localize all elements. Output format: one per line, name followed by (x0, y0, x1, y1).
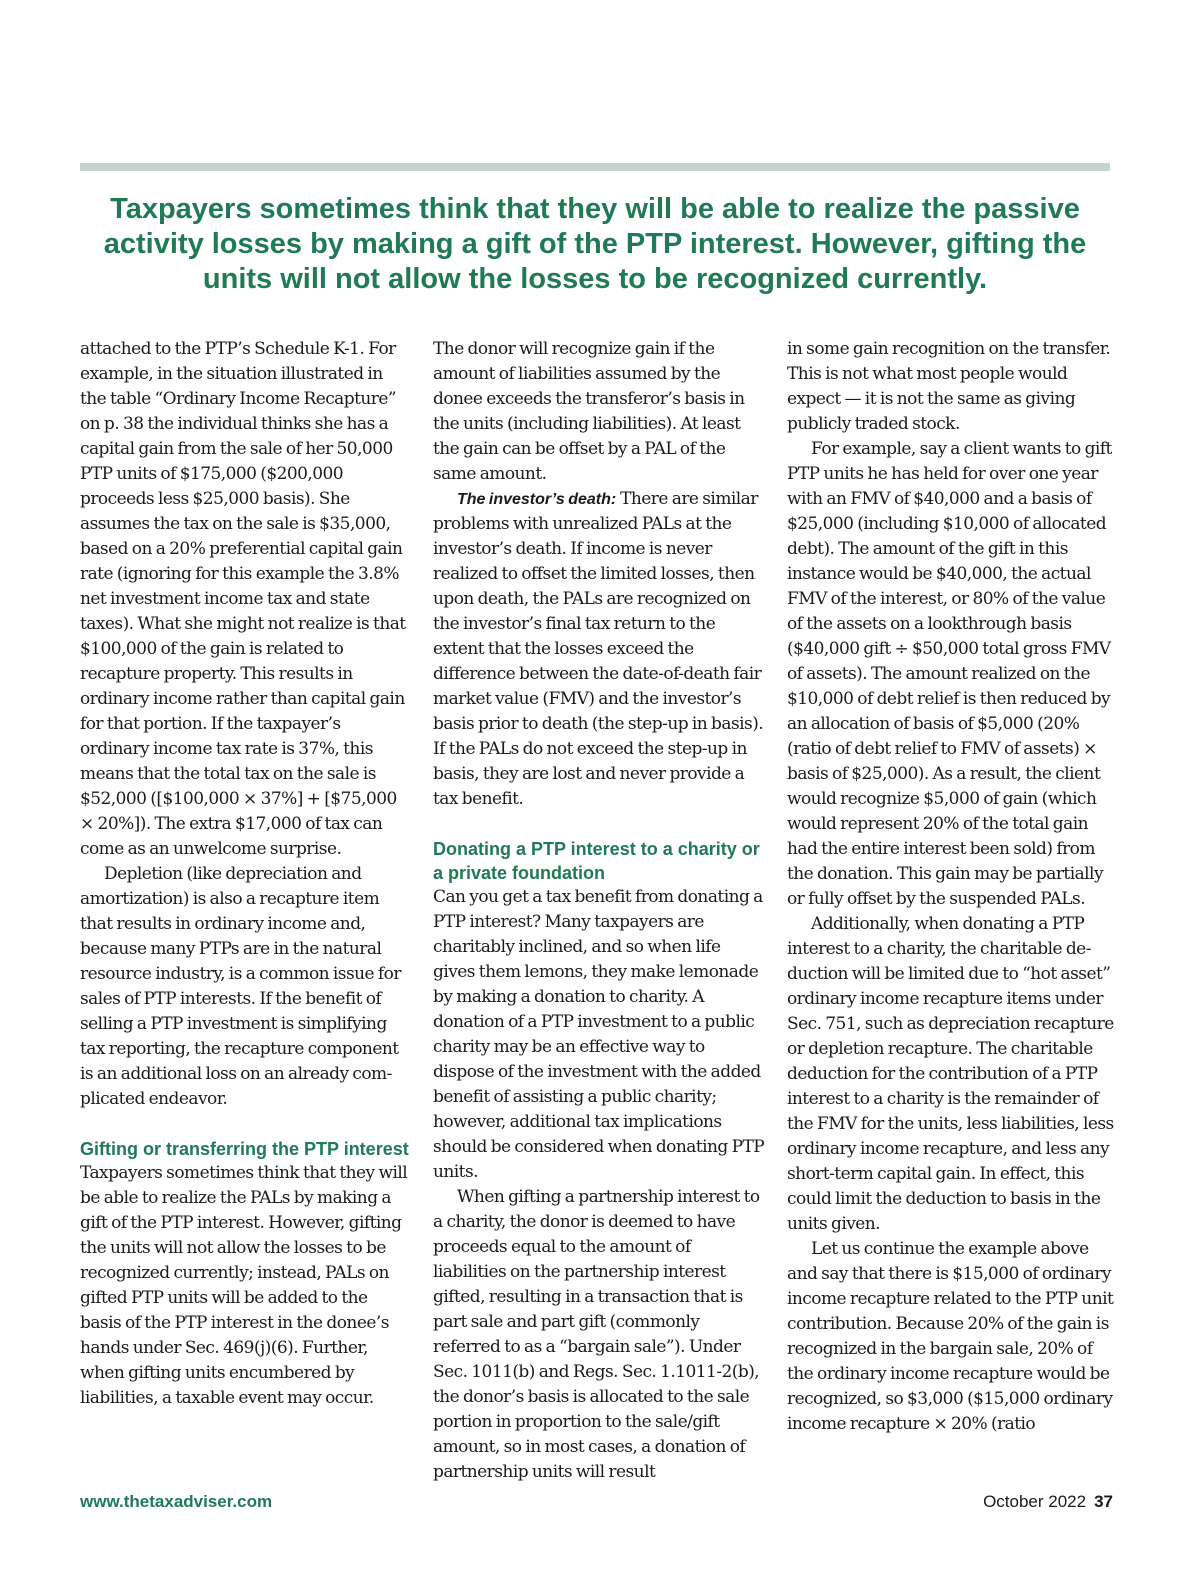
paragraph: Additionally, when donating a PTP interest to a charity, the charitable deduction will be limited due to “hot asset” ordinary income recapture items under Sec. 751, such as depreciation recapture or depletion recapture. The charitable deduction for the contribution of a PTP interest to a charity is the remainder of the FMV for the units, less liabilities, less ordinary income recapture, and less any short-term capital gain. In effect, this could limit the deduction to basis in the units given. (787, 914, 1114, 1234)
section-gap (80, 1112, 412, 1137)
page-number: 37 (1094, 1492, 1113, 1511)
footer-issue-info (983, 1492, 1113, 1512)
paragraph: Depletion (like depreciation and amortization) is also a recapture item that results in ordinary income and, because many PTPs are in the natural resource industry, is a common issue for sales of PTP interests. If the benefit of selling a PTP investment is simplifying tax reporting, the recapture component is an additional loss on an already complicated endeavor. (80, 864, 401, 1109)
paragraph-investor-death (433, 487, 765, 812)
footer-website: www.thetaxadviser.com (80, 1492, 273, 1511)
article-column-3 (787, 337, 1120, 1437)
paragraph-text: There are similar problems with unrealized PALs at the investor’s death. If income is never realized to offset the limited losses, then upon death, the PALs are recognized on the investor’s final tax return to the extent that the losses exceed the difference between the date-of-death fair market value (FMV) and the investor’s basis prior to death (the step-up in basis). If the PALs do not exceed the step-up in basis, they are lost and never provide a tax benefit. (433, 489, 764, 809)
top-divider-rule (80, 163, 1110, 171)
paragraph: Can you get a tax benefit from donating a PTP interest? Many taxpayers are charitably inclined, and so when life gives them lemons, they make lemonade by making a donation to charity. A donation of a PTP investment to a public charity may be an effective way to dispose of the investment with the added benefit of assisting a public charity; however, additional tax implications should be considered when donating PTP units. (433, 887, 765, 1182)
article-column-1 (80, 337, 412, 1411)
issue-date: October 2022 (983, 1492, 1087, 1511)
paragraph: attached to the PTP’s Schedule K-1. For example, in the situation illustrated in the table “Ordinary Income Recapture” on p. 38 the individual thinks she has a capital gain from the sale of her 50,000 PTP units of $175,000 ($200,000 proceeds less $25,000 basis). She assumes the tax on the sale is $35,000, based on a 20% preferential capital gain rate (ignoring for this example the 3.8% net investment income tax and state taxes). What she might not realize is that $100,000 of the gain is related to recapture property. This results in ordinary income rather than capital gain for that portion. If the taxpayer’s ordinary income tax rate is 37%, this means that the total tax on the sale is $52,000 ([$100,000 × 37%] + [$75,000 × 20%]). The extra $17,000 of tax can come as an unwelcome surprise. (80, 339, 406, 859)
section-gap (433, 812, 765, 837)
paragraph: Let us continue the example above and say that there is $15,000 of ordinary income recapture related to the PTP unit contribution. Because 20% of the gain is recognized in the bargain sale, 20% of the ordinary income recapture would be recognized, so $3,000 ($15,000 ordinary income recapture × 20% (ratio (787, 1239, 1114, 1434)
run-in-heading: The investor’s death: (457, 491, 617, 508)
section-heading-donating: Donating a PTP interest to a charity or a private foundation (433, 839, 760, 883)
section-heading-gifting: Gifting or transferring the PTP interest (80, 1139, 409, 1159)
pull-quote: Taxpayers sometimes think that they will be able to realize the passive activity losses by making a gift of the PTP interest. However, gifting the units will not allow the losses to be recognized currently. (103, 193, 1087, 295)
paragraph: For example, say a client wants to gift PTP units he has held for over one year with an FMV of $40,000 and a basis of $25,000 (including $10,000 of allocated debt). The amount of the gift in this instance would be $40,000, the actual FMV of the interest, or 80% of the value of the assets on a lookthrough basis ($40,000 gift ÷ $50,000 total gross FMV of assets). The amount realized on the $10,000 of debt relief is then reduced by an allocation of basis of $5,000 (20% (ratio of debt relief to FMV of assets) × basis of $25,000). As a result, the client would recognize $5,000 of gain (which would represent 20% of the total gain had the entire interest been sold) from the donation. This gain may be partially or fully offset by the suspended PALs. (787, 439, 1112, 909)
article-column-2 (433, 337, 765, 1485)
paragraph: The donor will recognize gain if the amount of liabilities assumed by the donee exceeds the transferor’s basis in the units (including liabilities). At least the gain can be offset by a PAL of the same amount. (433, 339, 745, 484)
paragraph: Taxpayers sometimes think that they will be able to realize the PALs by making a gift of the PTP interest. However, gifting the units will not allow the losses to be recognized currently; instead, PALs on gifted PTP units will be added to the basis of the PTP interest in the donee’s hands under Sec. 469(j)(6). Further, when gifting units encumbered by liabilities, a taxable event may occur. (80, 1163, 408, 1408)
paragraph: When gifting a partnership interest to a charity, the donor is deemed to have proceeds equal to the amount of liabilities on the partnership interest gifted, resulting in a transaction that is part sale and part gift (commonly referred to as a “bargain sale”). Under Sec. 1011(b) and Regs. Sec. 1.1011-2(b), the donor’s basis is allocated to the sale portion in proportion to the sale/gift amount, so in most cases, a donation of partnership units will result (433, 1187, 760, 1482)
paragraph: in some gain recognition on the transfer. This is not what most people would expect — it is not the same as giving publicly traded stock. (787, 339, 1111, 434)
